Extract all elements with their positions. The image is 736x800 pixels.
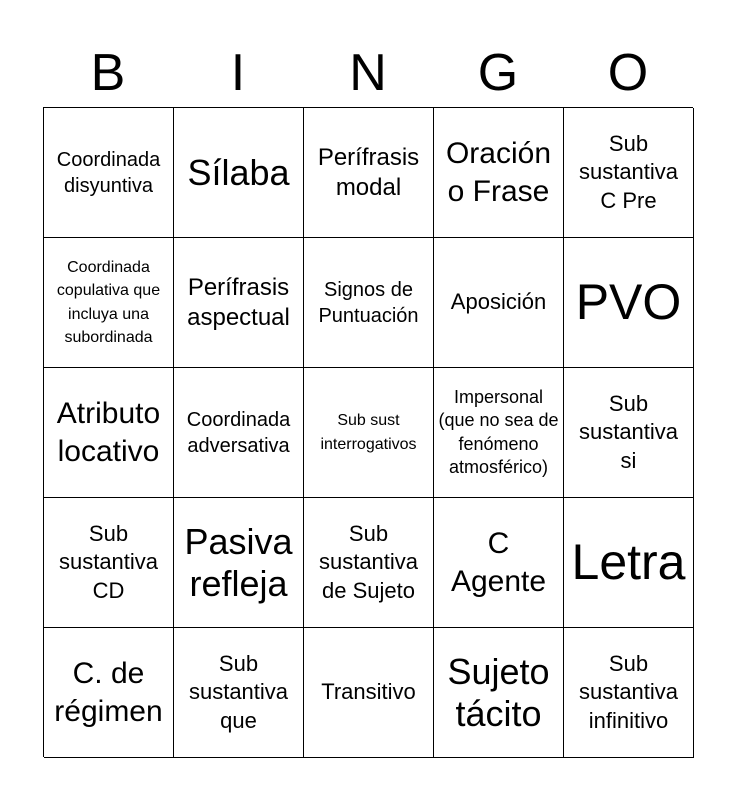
bingo-cell[interactable]: [304, 498, 434, 628]
bingo-cell[interactable]: [44, 238, 174, 368]
cell-label: Sub sustantiva de Sujeto: [318, 520, 419, 603]
cell-label: Sub sust interrogativos: [320, 412, 417, 453]
bingo-cell[interactable]: [304, 628, 434, 758]
bingo-cell[interactable]: [174, 238, 304, 368]
cell-label: Sílaba: [187, 151, 290, 193]
cell-label: Signos de Puntuación: [318, 278, 419, 327]
bingo-cell[interactable]: [44, 498, 174, 628]
bingo-cell[interactable]: [44, 628, 174, 758]
cell-label: Sujeto tácito: [447, 651, 550, 734]
cell-label: Letra: [571, 534, 686, 591]
cell-label: Aposición: [450, 289, 547, 315]
header-letter-b: B: [90, 44, 126, 102]
bingo-cell[interactable]: [304, 108, 434, 238]
bingo-cell[interactable]: [174, 498, 304, 628]
cell-label: Coordinada adversativa: [186, 408, 291, 457]
cell-label: Sub sustantiva que: [188, 650, 289, 733]
cell-label: Perífrasis modal: [317, 143, 420, 201]
cell-label: Sub sustantiva CD: [58, 520, 159, 603]
bingo-cell[interactable]: [44, 368, 174, 498]
cell-label: Oración o Frase: [445, 137, 552, 208]
bingo-cell[interactable]: [564, 108, 694, 238]
bingo-cell[interactable]: [434, 628, 564, 758]
bingo-cell[interactable]: [44, 108, 174, 238]
bingo-board: [43, 107, 693, 757]
bingo-cell[interactable]: [174, 628, 304, 758]
cell-label: Pasiva refleja: [184, 521, 293, 604]
bingo-cell[interactable]: [434, 498, 564, 628]
header-letter-o: O: [607, 44, 649, 102]
bingo-cell[interactable]: [434, 368, 564, 498]
bingo-cell[interactable]: [304, 238, 434, 368]
cell-label: Sub sustantiva C Pre: [578, 130, 679, 213]
header-letter-g: G: [477, 44, 519, 102]
cell-label: Transitivo: [321, 679, 416, 705]
header-letter-n: N: [349, 44, 387, 102]
cell-label: PVO: [575, 274, 682, 331]
cell-label: Coordinada disyuntiva: [56, 148, 161, 197]
bingo-cell[interactable]: [564, 368, 694, 498]
bingo-cell[interactable]: [174, 108, 304, 238]
cell-label: Sub sustantiva infinitivo: [578, 650, 679, 733]
bingo-cell[interactable]: [304, 368, 434, 498]
cell-label: C. de régimen: [54, 657, 163, 728]
bingo-cell[interactable]: [434, 238, 564, 368]
cell-label: Impersonal (que no sea de fenómeno atmosférico): [438, 386, 559, 477]
bingo-cell[interactable]: [564, 238, 694, 368]
cell-label: Perífrasis aspectual: [187, 273, 290, 331]
bingo-header: [43, 38, 693, 108]
bingo-cell[interactable]: [564, 628, 694, 758]
cell-label: C Agente: [450, 527, 547, 598]
header-letter-i: I: [230, 44, 246, 102]
cell-label: Sub sustantiva si: [578, 390, 679, 473]
bingo-cell[interactable]: [174, 368, 304, 498]
cell-label: Atributo locativo: [56, 397, 161, 468]
cell-label: Coordinada copulativa que incluya una subordinada: [56, 259, 161, 346]
bingo-cell[interactable]: [434, 108, 564, 238]
bingo-cell[interactable]: [564, 498, 694, 628]
